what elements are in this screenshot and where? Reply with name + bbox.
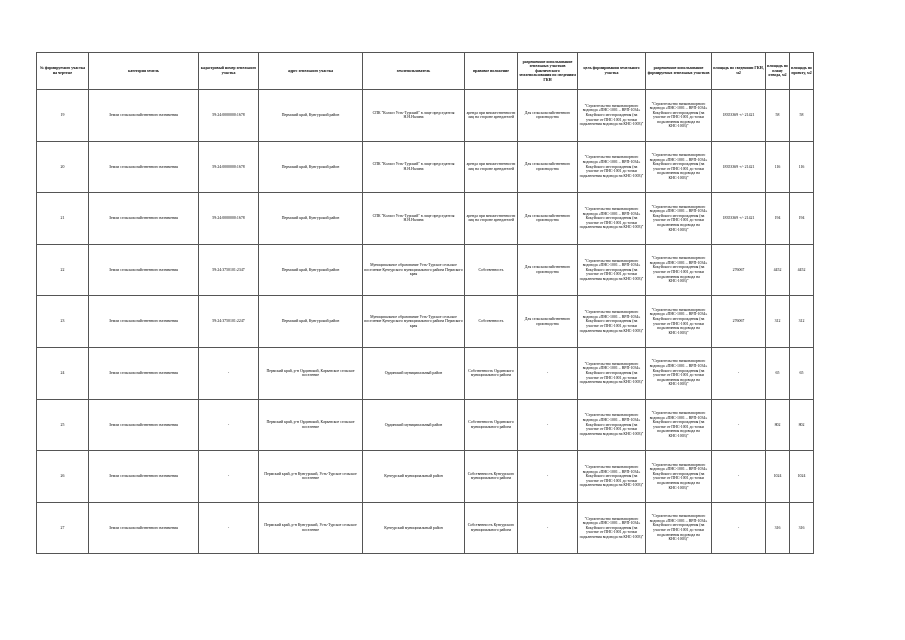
- cell-permitted-use-new: "Строительство низконапорного водовода «ПНС-1001 – ВРП-1034» Кокуйского месторождения (на участке от ПНС-1001 до точки подключения водовода на КНС-1003)": [646, 502, 712, 554]
- cell-area-plan: 116: [766, 141, 790, 193]
- cell-address: Пермский край, р-н Кунгурский, Усть-Турское сельское поселение: [259, 451, 363, 503]
- cell-plot-number: 23: [37, 296, 89, 348]
- cell-permitted-use-new: "Строительство низконапорного водовода «ПНС-1001 – ВРП-1034» Кокуйского месторождения (на участке от ПНС-1001 до точки подключения водовода на КНС-1003)": [646, 244, 712, 296]
- cell-cadastral-number: 59:24:0000000:1678: [199, 193, 259, 245]
- cell-land-user: СПК "Колхоз Усть-Турский" в лице председателя Н.Н.Налина: [363, 193, 465, 245]
- col-header-land-user: землепользователь: [363, 53, 465, 90]
- cell-land-user: Ординский муниципальный район: [363, 347, 465, 399]
- cell-area-project: 4452: [790, 244, 814, 296]
- cell-area-plan: 316: [766, 502, 790, 554]
- cell-land-category: Земли сельскохозяйственного назначения: [89, 90, 199, 142]
- cell-area-plan: 312: [766, 296, 790, 348]
- cell-permitted-use-gkn: Для сельскохозяйственного производства: [518, 244, 578, 296]
- table-row: [37, 399, 814, 451]
- cell-permitted-use-new: "Строительство низконапорного водовода «ПНС-1001 – ВРП-1034» Кокуйского месторождения (на участке от ПНС-1001 до точки подключения водовода на КНС-1003)": [646, 347, 712, 399]
- cell-permitted-use-new: "Строительство низконапорного водовода «ПНС-1001 – ВРП-1034» Кокуйского месторождения (на участке от ПНС-1001 до точки подключения водовода на КНС-1003)": [646, 399, 712, 451]
- cell-land-user: Муниципальное образование Усть-Турское сельское поселение Кунгурского муниципального района Пермского края: [363, 244, 465, 296]
- cell-plot-number: 27: [37, 502, 89, 554]
- cell-land-category: Земли сельскохозяйственного назначения: [89, 193, 199, 245]
- cell-area-project: 312: [790, 296, 814, 348]
- cell-cadastral-number: 59:24:0000000:1678: [199, 90, 259, 142]
- col-header-permitted-use-new: разрешенное использование формируемых земельных участков: [646, 53, 712, 90]
- cell-formation-purpose: "Строительство низконапорного водовода «ПНС-1001 – ВРП-1034» Кокуйского месторождения (на участке от ПНС-1001 до точки подключения водовода на КНС-1003)": [578, 451, 646, 503]
- cell-permitted-use-gkn: Для сельскохозяйственного производства: [518, 141, 578, 193]
- cell-legal-status: Собственность: [465, 296, 518, 348]
- cell-area-project: 316: [790, 502, 814, 554]
- cell-plot-number: 25: [37, 399, 89, 451]
- col-header-address: адрес земельного участка: [259, 53, 363, 90]
- cell-area-plan: 58: [766, 90, 790, 142]
- cell-area-project: 194: [790, 193, 814, 245]
- cell-address: Пермский край, Кунгурский район: [259, 90, 363, 142]
- cell-land-category: Земли сельскохозяйственного назначения: [89, 141, 199, 193]
- cell-address: Пермский край, Кунгурский район: [259, 244, 363, 296]
- col-header-area-gkn: площадь по сведениям ГКН, м2: [712, 53, 766, 90]
- cell-area-plan: 1024: [766, 451, 790, 503]
- cell-plot-number: 20: [37, 141, 89, 193]
- land-plots-table: [36, 52, 814, 554]
- cell-permitted-use-new: "Строительство низконапорного водовода «ПНС-1001 – ВРП-1034» Кокуйского месторождения (на участке от ПНС-1001 до точки подключения водовода на КНС-1003)": [646, 451, 712, 503]
- cell-area-gkn: -: [712, 502, 766, 554]
- table-row: [37, 502, 814, 554]
- cell-legal-status: Собственность Кунгурского муниципального района: [465, 502, 518, 554]
- cell-address: Пермский край, Кунгурский район: [259, 193, 363, 245]
- cell-legal-status: Собственность Ординского муниципального района: [465, 347, 518, 399]
- cell-permitted-use-gkn: -: [518, 451, 578, 503]
- cell-area-gkn: 18353369 +/- 21421: [712, 90, 766, 142]
- cell-cadastral-number: -: [199, 451, 259, 503]
- table-header-row: [37, 53, 814, 90]
- table-row: [37, 347, 814, 399]
- cell-area-gkn: -: [712, 451, 766, 503]
- land-plots-document: [36, 52, 813, 554]
- cell-address: Пермский край, р-н Кунгурский, Усть-Турское сельское поселение: [259, 502, 363, 554]
- cell-permitted-use-gkn: Для сельскохозяйственного производства: [518, 90, 578, 142]
- table-row: [37, 451, 814, 503]
- cell-cadastral-number: -: [199, 399, 259, 451]
- cell-permitted-use-new: "Строительство низконапорного водовода «ПНС-1001 – ВРП-1034» Кокуйского месторождения (на участке от ПНС-1001 до точки подключения водовода на КНС-1003)": [646, 90, 712, 142]
- cell-formation-purpose: "Строительство низконапорного водовода «ПНС-1001 – ВРП-1034» Кокуйского месторождения (на участке от ПНС-1001 до точки подключения водовода на КНС-1003)": [578, 90, 646, 142]
- cell-plot-number: 21: [37, 193, 89, 245]
- cell-formation-purpose: "Строительство низконапорного водовода «ПНС-1001 – ВРП-1034» Кокуйского месторождения (на участке от ПНС-1001 до точки подключения водовода на КНС-1003)": [578, 399, 646, 451]
- col-header-cadastral-number: кадастровый номер земельного участка: [199, 53, 259, 90]
- cell-cadastral-number: -: [199, 502, 259, 554]
- cell-area-plan: 802: [766, 399, 790, 451]
- cell-area-project: 58: [790, 90, 814, 142]
- col-header-legal-status: правовое положение: [465, 53, 518, 90]
- cell-area-project: 802: [790, 399, 814, 451]
- cell-land-user: Кунгурский муниципальный район: [363, 451, 465, 503]
- cell-plot-number: 22: [37, 244, 89, 296]
- cell-permitted-use-gkn: -: [518, 347, 578, 399]
- cell-plot-number: 19: [37, 90, 89, 142]
- col-header-permitted-use-gkn: разрешенное использование земельных участков фактического землепользования по сведениям ГКН: [518, 53, 578, 90]
- cell-plot-number: 24: [37, 347, 89, 399]
- cell-formation-purpose: "Строительство низконапорного водовода «ПНС-1001 – ВРП-1034» Кокуйского месторождения (на участке от ПНС-1001 до точки подключения водовода на КНС-1003)": [578, 244, 646, 296]
- cell-area-project: 1024: [790, 451, 814, 503]
- cell-permitted-use-gkn: -: [518, 502, 578, 554]
- cell-formation-purpose: "Строительство низконапорного водовода «ПНС-1001 – ВРП-1034» Кокуйского месторождения (на участке от ПНС-1001 до точки подключения водовода на КНС-1003)": [578, 141, 646, 193]
- cell-area-gkn: -: [712, 347, 766, 399]
- cell-legal-status: аренда при множественности лиц на стороне арендателей: [465, 193, 518, 245]
- cell-permitted-use-gkn: Для сельскохозяйственного производства: [518, 296, 578, 348]
- cell-formation-purpose: "Строительство низконапорного водовода «ПНС-1001 – ВРП-1034» Кокуйского месторождения (на участке от ПНС-1001 до точки подключения водовода на КНС-1003)": [578, 193, 646, 245]
- cell-land-category: Земли сельскохозяйственного назначения: [89, 347, 199, 399]
- cell-permitted-use-gkn: -: [518, 399, 578, 451]
- cell-cadastral-number: -: [199, 347, 259, 399]
- cell-address: Пермский край, р-н Ординский, Карьевское сельское поселение: [259, 347, 363, 399]
- col-header-formation-purpose: цель формирования земельного участка: [578, 53, 646, 90]
- cell-land-user: Кунгурский муниципальный район: [363, 502, 465, 554]
- cell-area-gkn: -: [712, 399, 766, 451]
- table-row: [37, 244, 814, 296]
- cell-area-gkn: 276067: [712, 296, 766, 348]
- cell-formation-purpose: "Строительство низконапорного водовода «ПНС-1001 – ВРП-1034» Кокуйского месторождения (на участке от ПНС-1001 до точки подключения водовода на КНС-1003)": [578, 347, 646, 399]
- cell-land-user: СПК "Колхоз Усть-Турский" в лице председателя Н.Н.Налина: [363, 141, 465, 193]
- col-header-area-project: площадь по проекту, м2: [790, 53, 814, 90]
- cell-legal-status: Собственность: [465, 244, 518, 296]
- cell-area-project: 65: [790, 347, 814, 399]
- cell-formation-purpose: "Строительство низконапорного водовода «ПНС-1001 – ВРП-1034» Кокуйского месторождения (на участке от ПНС-1001 до точки подключения водовода на КНС-1003)": [578, 502, 646, 554]
- cell-land-user: СПК "Колхоз Усть-Турский" в лице председателя Н.Н.Налина: [363, 90, 465, 142]
- table-row: [37, 90, 814, 142]
- cell-legal-status: аренда при множественности лиц на стороне арендателей: [465, 141, 518, 193]
- cell-cadastral-number: 59:24:3750101:2247: [199, 296, 259, 348]
- cell-land-category: Земли сельскохозяйственного назначения: [89, 451, 199, 503]
- cell-legal-status: Собственность Ординского муниципального района: [465, 399, 518, 451]
- cell-address: Пермский край, Кунгурский район: [259, 296, 363, 348]
- cell-area-plan: 194: [766, 193, 790, 245]
- cell-legal-status: аренда при множественности лиц на стороне арендателей: [465, 90, 518, 142]
- cell-permitted-use-new: "Строительство низконапорного водовода «ПНС-1001 – ВРП-1034» Кокуйского месторождения (на участке от ПНС-1001 до точки подключения водовода на КНС-1003)": [646, 296, 712, 348]
- cell-permitted-use-gkn: Для сельскохозяйственного производства: [518, 193, 578, 245]
- cell-area-project: 116: [790, 141, 814, 193]
- cell-address: Пермский край, р-н Ординский, Карьевское сельское поселение: [259, 399, 363, 451]
- cell-permitted-use-new: "Строительство низконапорного водовода «ПНС-1001 – ВРП-1034» Кокуйского месторождения (на участке от ПНС-1001 до точки подключения водовода на КНС-1003)": [646, 193, 712, 245]
- cell-address: Пермский край, Кунгурский район: [259, 141, 363, 193]
- cell-permitted-use-new: "Строительство низконапорного водовода «ПНС-1001 – ВРП-1034» Кокуйского месторождения (на участке от ПНС-1001 до точки подключения водовода на КНС-1003)": [646, 141, 712, 193]
- cell-formation-purpose: "Строительство низконапорного водовода «ПНС-1001 – ВРП-1034» Кокуйского месторождения (на участке от ПНС-1001 до точки подключения водовода на КНС-1003)": [578, 296, 646, 348]
- cell-area-gkn: 18353369 +/- 21421: [712, 141, 766, 193]
- table-row: [37, 296, 814, 348]
- cell-area-plan: 4452: [766, 244, 790, 296]
- cell-land-category: Земли сельскохозяйственного назначения: [89, 244, 199, 296]
- cell-land-user: Ординский муниципальный район: [363, 399, 465, 451]
- col-header-plot-number: № формируемого участка на чертеже: [37, 53, 89, 90]
- cell-land-user: Муниципальное образование Усть-Турское сельское поселение Кунгурского муниципального района Пермского края: [363, 296, 465, 348]
- cell-land-category: Земли сельскохозяйственного назначения: [89, 296, 199, 348]
- table-body: [37, 90, 814, 554]
- cell-area-gkn: 276067: [712, 244, 766, 296]
- cell-plot-number: 26: [37, 451, 89, 503]
- cell-cadastral-number: 59:24:0000000:1678: [199, 141, 259, 193]
- cell-land-category: Земли сельскохозяйственного назначения: [89, 502, 199, 554]
- col-header-land-category: категория земель: [89, 53, 199, 90]
- table-row: [37, 193, 814, 245]
- cell-land-category: Земли сельскохозяйственного назначения: [89, 399, 199, 451]
- cell-legal-status: Собственность Кунгурского муниципального района: [465, 451, 518, 503]
- cell-cadastral-number: 59:24:3750101:2347: [199, 244, 259, 296]
- cell-area-gkn: 18353369 +/- 21421: [712, 193, 766, 245]
- cell-area-plan: 65: [766, 347, 790, 399]
- col-header-area-plan: площадь по плану отвода, м2: [766, 53, 790, 90]
- table-row: [37, 141, 814, 193]
